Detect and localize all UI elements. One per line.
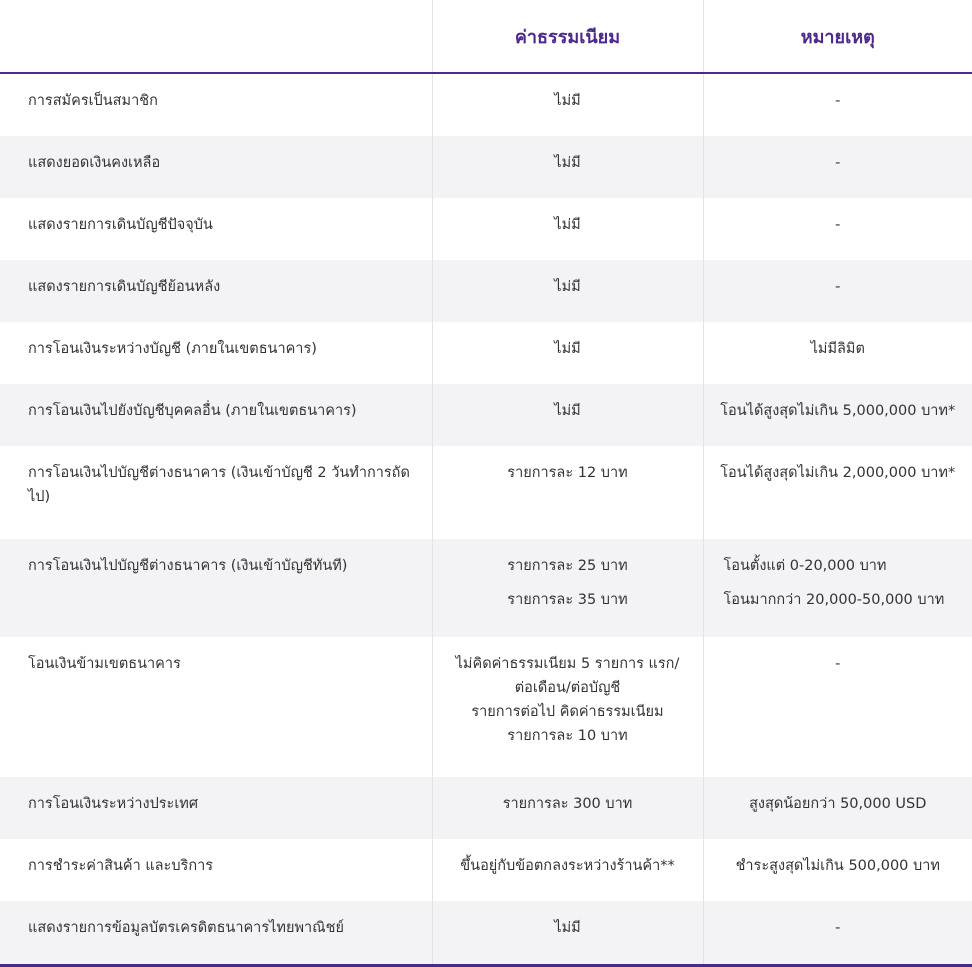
header-fee: ค่าธรรมเนียม [432, 0, 703, 73]
item-cell: การโอนเงินไปบัญชีต่างธนาคาร (เงินเข้าบัญชี 2 วันทำการถัดไป) [28, 465, 410, 505]
fee-cell: ไม่มี [432, 901, 703, 965]
note-cell: - [703, 136, 972, 198]
item-cell: การโอนเงินระหว่างประเทศ [0, 777, 432, 839]
fee-cell [432, 539, 703, 637]
fee-cell: รายการละ 300 บาท [432, 777, 703, 839]
item-cell: โอนเงินข้ามเขตธนาคาร [28, 656, 181, 672]
note-cell: - [703, 901, 972, 965]
header-note: หมายเหตุ [703, 0, 972, 73]
table-row [0, 539, 972, 637]
fee-cell: ไม่มี [432, 198, 703, 260]
fee-line: ไม่คิดค่าธรรมเนียม 5 รายการ แรก/ [455, 656, 680, 672]
table-header-row [0, 0, 972, 73]
note-cell: - [703, 198, 972, 260]
table-row [0, 384, 972, 446]
item-cell: การสมัครเป็นสมาชิก [28, 93, 158, 109]
item-cell: แสดงรายการเดินบัญชีปัจจุบัน [28, 217, 213, 233]
fee-line: รายการละ 10 บาท [507, 728, 628, 744]
fee-cell: ไม่มี [432, 136, 703, 198]
table-row [0, 322, 972, 384]
table-row [0, 901, 972, 965]
note-cell: ชำระสูงสุดไม่เกิน 500,000 บาท [703, 839, 972, 901]
fee-line: รายการละ 35 บาท [507, 592, 628, 608]
item-cell: แสดงรายการข้อมูลบัตรเครดิตธนาคารไทยพาณิชย์ [0, 901, 432, 965]
note-cell: ไม่มีลิมิต [703, 322, 972, 384]
fee-line: ต่อเดือน/ต่อบัญชี [514, 680, 621, 696]
table-row [0, 839, 972, 901]
item-cell: การโอนเงินไปบัญชีต่างธนาคาร (เงินเข้าบัญชีทันที) [0, 539, 432, 637]
fee-cell: รายการละ 12 บาท [432, 446, 703, 539]
item-cell: การโอนเงินไปยังบัญชีบุคคลอื่น (ภายในเขตธนาคาร) [0, 384, 432, 446]
item-cell: แสดงยอดเงินคงเหลือ [0, 136, 432, 198]
note-cell: - [703, 260, 972, 322]
table-row [0, 446, 972, 539]
table-row [0, 777, 972, 839]
table-row [0, 637, 972, 777]
fee-cell: ไม่มี [432, 73, 703, 136]
fee-cell: ไม่มี [432, 260, 703, 322]
fee-line: รายการต่อไป คิดค่าธรรมเนียม [471, 704, 664, 720]
note-line: โอนมากกว่า 20,000-50,000 บาท [723, 592, 945, 608]
table-row [0, 136, 972, 198]
note-line: โอนตั้งแต่ 0-20,000 บาท [723, 558, 887, 574]
note-cell: โอนได้สูงสุดไม่เกิน 5,000,000 บาท* [703, 384, 972, 446]
note-cell [703, 539, 972, 637]
fee-cell: ขึ้นอยู่กับข้อตกลงระหว่างร้านค้า** [432, 839, 703, 901]
item-cell: การโอนเงินระหว่างบัญชี (ภายในเขตธนาคาร) [28, 341, 317, 357]
item-cell: แสดงรายการเดินบัญชีย้อนหลัง [0, 260, 432, 322]
fee-cell: ไม่มี [432, 384, 703, 446]
fee-line: รายการละ 25 บาท [507, 558, 628, 574]
fee-cell: ไม่มี [432, 322, 703, 384]
note-cell: - [703, 73, 972, 136]
note-cell: - [703, 637, 972, 777]
table-row [0, 198, 972, 260]
note-cell: สูงสุดน้อยกว่า 50,000 USD [703, 777, 972, 839]
header-item [0, 0, 432, 73]
table-row [0, 73, 972, 136]
note-cell: โอนได้สูงสุดไม่เกิน 2,000,000 บาท* [703, 446, 972, 539]
item-cell: การชำระค่าสินค้า และบริการ [28, 858, 214, 874]
fee-cell [432, 637, 703, 777]
table-row [0, 260, 972, 322]
